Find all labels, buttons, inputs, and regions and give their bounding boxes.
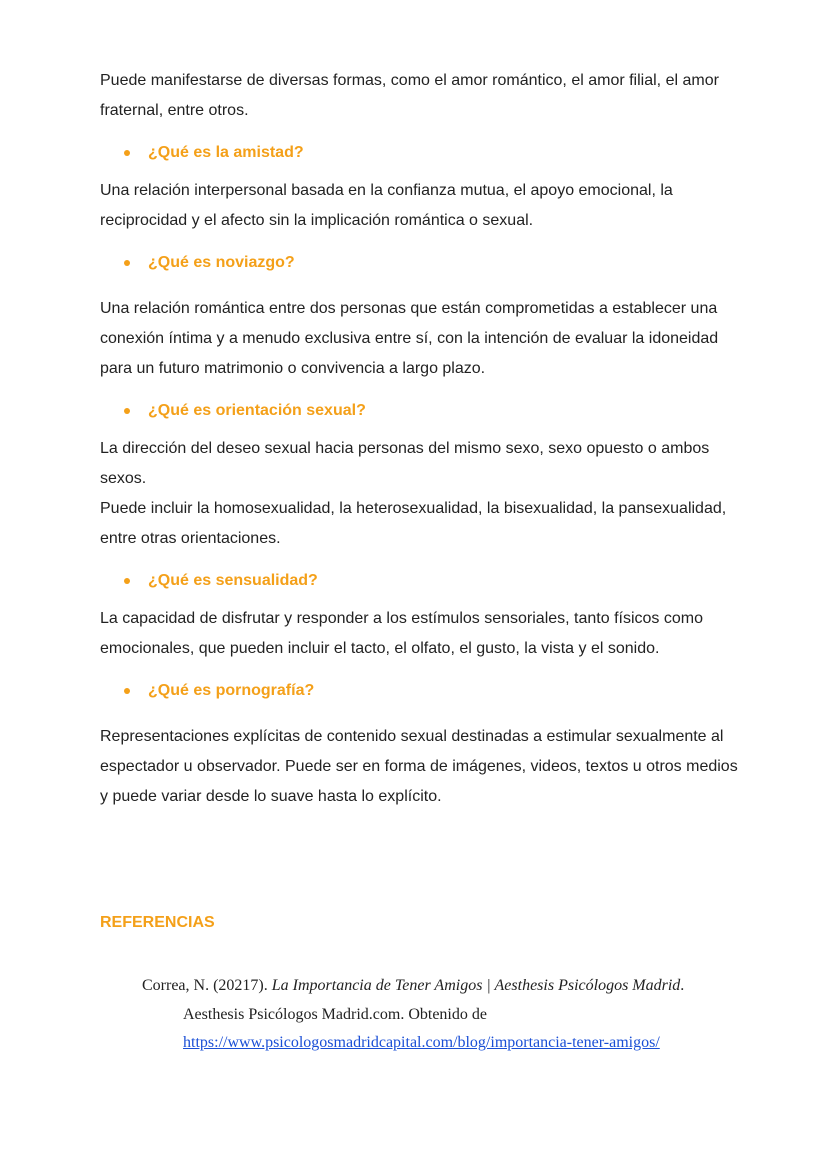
reference-link[interactable]: https://www.psicologosmadridcapital.com/blog/importancia-tener-amigos/: [183, 1034, 660, 1051]
noviazgo-paragraph: Una relación romántica entre dos personas que están comprometidas a establecer una conexión íntima y a menudo exclusiva entre sí, con la intención de evaluar la idoneidad para un futuro matrimonio o convivencia a largo plazo.: [100, 300, 719, 377]
noviazgo-heading: [124, 248, 740, 278]
references-heading: REFERENCIAS: [100, 914, 215, 931]
reference-entry: [142, 972, 742, 1058]
sensualidad-heading-text: ¿Qué es sensualidad?: [148, 572, 318, 589]
bullet-icon: [124, 688, 130, 694]
reference-publisher: Aesthesis Psicólogos Madrid.com. Obtenido de: [183, 1005, 487, 1023]
sensualidad-paragraph: La capacidad de disfrutar y responder a los estímulos sensoriales, tanto físicos como emocionales, que pueden incluir el tacto, el olfato, el gusto, la vista y el sonido.: [100, 610, 703, 657]
noviazgo-heading-text: ¿Qué es noviazgo?: [148, 254, 295, 271]
bullet-icon: [124, 260, 130, 266]
bullet-icon: [124, 150, 130, 156]
amistad-heading: [124, 138, 740, 168]
amor-paragraph: Puede manifestarse de diversas formas, como el amor romántico, el amor filial, el amor fraternal, entre otros.: [100, 72, 719, 119]
pornografia-paragraph: Representaciones explícitas de contenido sexual destinadas a estimular sexualmente al espectador u observador. Puede ser en forma de imágenes, videos, textos u otros medios y puede variar desde lo suave hasta lo explícito.: [100, 728, 738, 805]
bullet-icon: [124, 408, 130, 414]
orientacion-heading-text: ¿Qué es orientación sexual?: [148, 402, 366, 419]
orientacion-paragraph-2: Puede incluir la homosexualidad, la heterosexualidad, la bisexualidad, la pansexualidad, entre otras orientaciones.: [100, 500, 727, 547]
reference-title: La Importancia de Tener Amigos | Aesthesis Psicólogos Madrid: [271, 977, 681, 994]
document-body: [100, 66, 740, 812]
orientacion-heading: [124, 396, 740, 426]
pornografia-heading: [124, 676, 740, 706]
reference-author: Correa, N. (20217).: [142, 977, 268, 994]
reference-title-period: .: [680, 977, 685, 994]
bullet-icon: [124, 578, 130, 584]
pornografia-heading-text: ¿Qué es pornografía?: [148, 682, 315, 699]
amistad-paragraph: Una relación interpersonal basada en la confianza mutua, el apoyo emocional, la reciprocidad y el afecto sin la implicación romántica o sexual.: [100, 182, 673, 229]
amistad-heading-text: ¿Qué es la amistad?: [148, 144, 304, 161]
orientacion-paragraph-1: La dirección del deseo sexual hacia personas del mismo sexo, sexo opuesto o ambos sexos.: [100, 440, 710, 487]
sensualidad-heading: [124, 566, 740, 596]
